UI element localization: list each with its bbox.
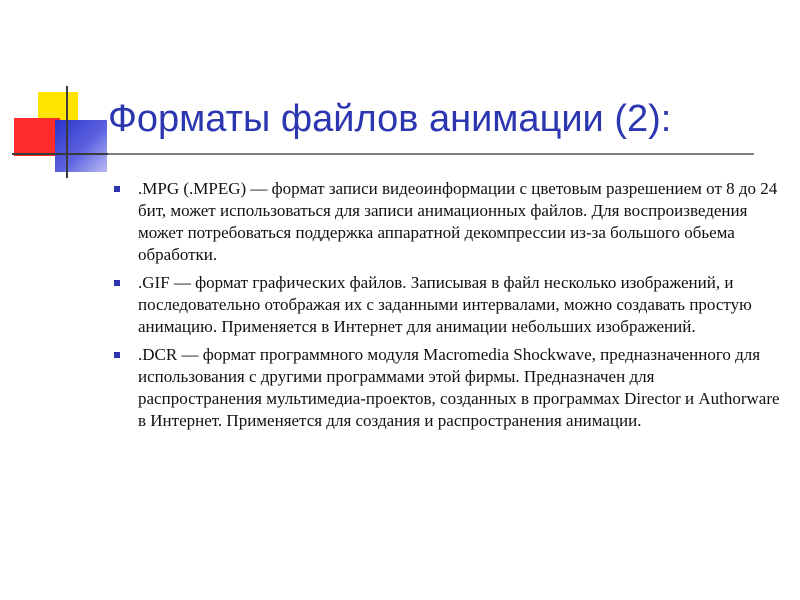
bullet-text: — формат программного модуля Macromedia Shockwave, предназначенного для использования с другими программами этой фирмы. Предназначен для распространения мультимедиа-проектов, созданных в программах Director и Authorware в Интернет. Применяется для создания и распространения анимации. [138,345,780,430]
blue-square-shape [55,120,107,172]
bullet-item-mpg [112,178,782,266]
horizontal-line-shape [12,153,108,155]
slide-title: Форматы файлов анимации (2): [108,98,672,140]
bullet-item-gif [112,272,782,338]
bullet-term: .MPG (.MPEG) [138,179,247,198]
bullet-term: .GIF [138,273,170,292]
bullet-list [112,178,782,438]
bullet-item-dcr [112,344,782,432]
title-underline [108,153,754,155]
bullet-text: — формат графических файлов. Записывая в файл несколько изображений, и последовательно отображая их с заданными интервалами, можно создавать простую анимацию. Применяется в Интернет для анимации небольших изображений. [138,273,752,336]
bullet-text: — формат записи видеоинформации с цветовым разрешением от 8 до 24 бит, может использоваться для записи анимационных файлов. Для воспроизведения может потребоваться поддержка аппаратной декомпрессии из-за большого обьема обработки. [138,179,778,264]
bullet-square-icon [114,186,120,192]
bullet-square-icon [114,352,120,358]
decorative-squares-logo [0,0,120,190]
bullet-square-icon [114,280,120,286]
vertical-line-shape [66,86,68,178]
red-square-shape [14,118,60,156]
bullet-term: .DCR [138,345,178,364]
